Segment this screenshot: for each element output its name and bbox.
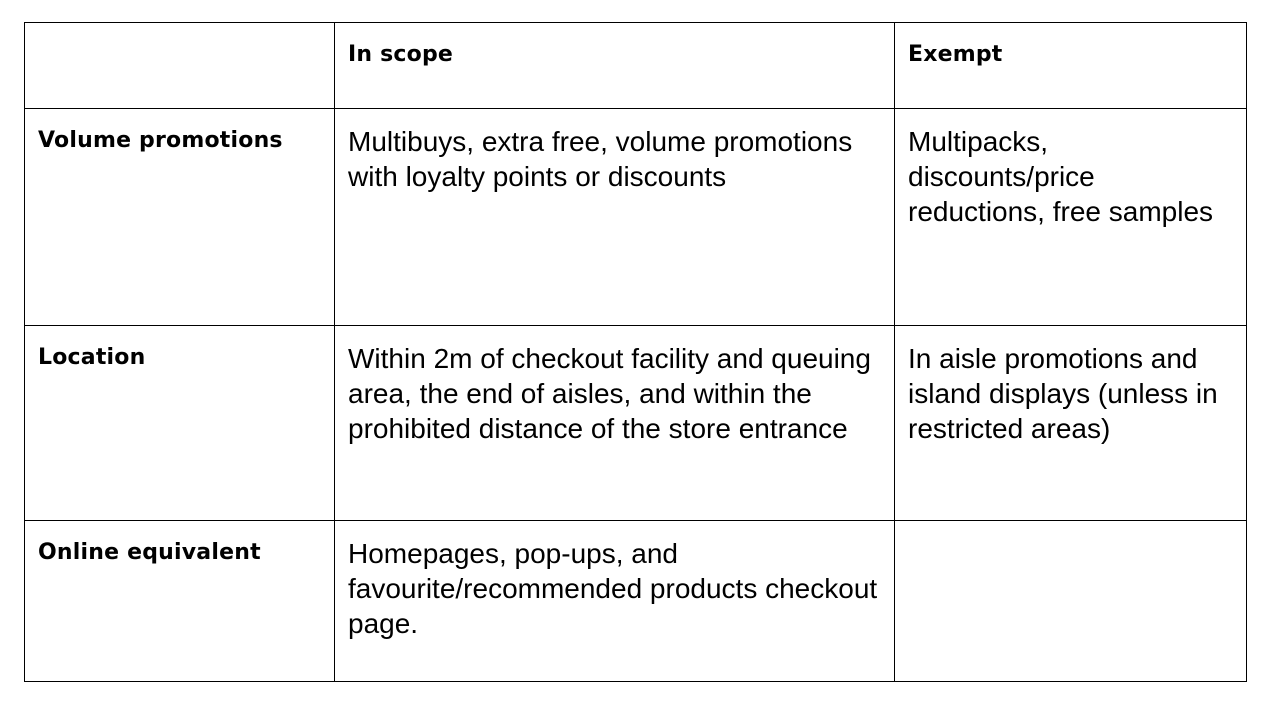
table-header-row xyxy=(25,23,1247,109)
header-corner-cell xyxy=(25,23,335,109)
table-row xyxy=(25,326,1247,521)
row-label-cell xyxy=(25,109,335,326)
table-row xyxy=(25,109,1247,326)
in-scope-text: Multibuys, extra free, volume promotions with loyalty points or discounts xyxy=(348,126,853,192)
table-row xyxy=(25,521,1247,682)
in-scope-cell xyxy=(335,109,895,326)
in-scope-text: Within 2m of checkout facility and queuing area, the end of aisles, and within the prohibited distance of the store entrance xyxy=(348,343,871,444)
header-in-scope-cell xyxy=(335,23,895,109)
header-in-scope-text: In scope xyxy=(348,42,454,67)
exempt-cell xyxy=(895,326,1247,521)
exempt-cell xyxy=(895,109,1247,326)
in-scope-text: Homepages, pop-ups, and favourite/recommended products checkout page. xyxy=(348,538,878,639)
in-scope-cell xyxy=(335,326,895,521)
promotions-scope-table xyxy=(24,22,1247,682)
row-label-volume-promotions: Volume promotions xyxy=(38,128,283,153)
row-label-cell xyxy=(25,521,335,682)
row-label-online-equivalent: Online equivalent xyxy=(38,540,261,565)
header-exempt-cell xyxy=(895,23,1247,109)
header-corner-text xyxy=(25,23,334,40)
row-label-cell xyxy=(25,326,335,521)
exempt-text: Multipacks, discounts/price reductions, free samples xyxy=(908,126,1214,227)
in-scope-cell xyxy=(335,521,895,682)
header-exempt-text: Exempt xyxy=(908,42,1003,67)
exempt-text xyxy=(895,521,1246,536)
exempt-cell xyxy=(895,521,1247,682)
exempt-text: In aisle promotions and island displays (unless in restricted areas) xyxy=(908,343,1218,444)
row-label-location: Location xyxy=(38,345,146,370)
